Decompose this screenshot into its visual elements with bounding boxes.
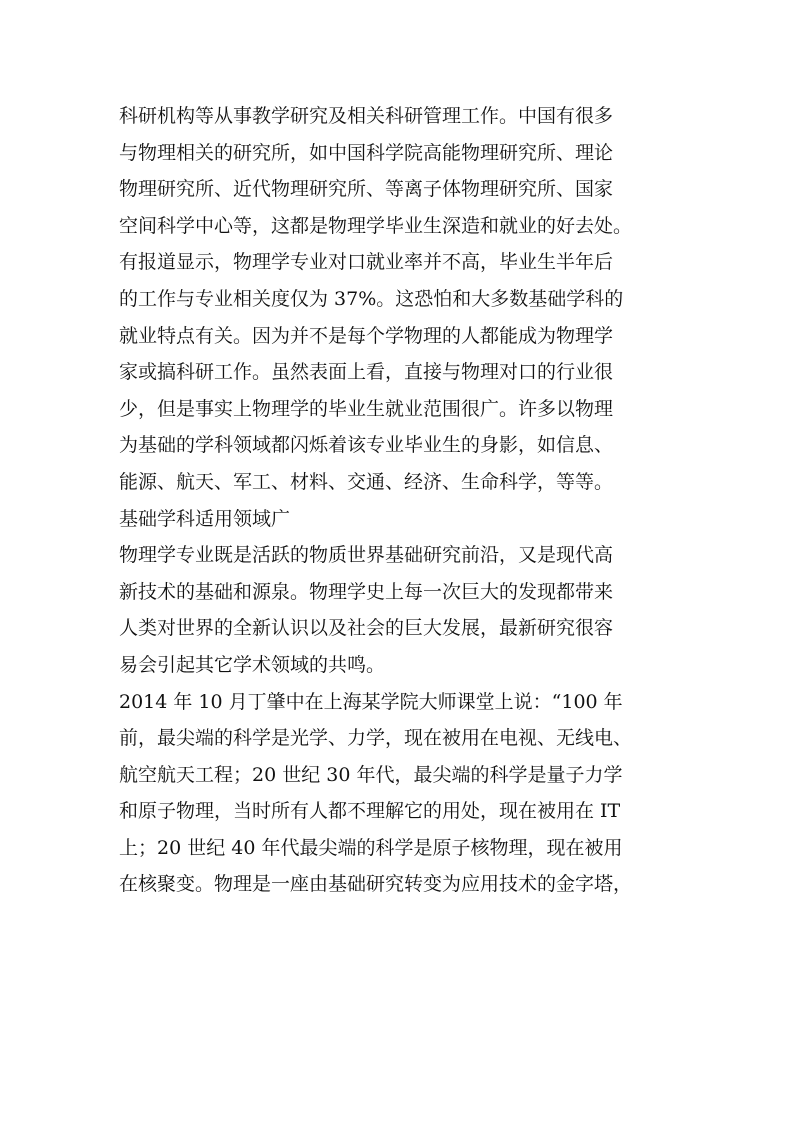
text-line: 上；20 世纪 40 年代最尖端的科学是原子核物理，现在被用 — [119, 836, 623, 859]
text-line: 为基础的学科领域都闪烁着该专业毕业生的身影，如信息、 — [119, 434, 614, 457]
text-line: 人类对世界的全新认识以及社会的巨大发展，最新研究很容 — [119, 617, 614, 640]
text-line: 与物理相关的研究所，如中国科学院高能物理研究所、理论 — [119, 141, 614, 164]
text-line: 就业特点有关。因为并不是每个学物理的人都能成为物理学 — [119, 324, 614, 347]
body-text — [119, 98, 689, 903]
text-line: 有报道显示，物理学专业对口就业率并不高，毕业生半年后 — [119, 251, 614, 274]
text-line: 科研机构等从事教学研究及相关科研管理工作。中国有很多 — [119, 105, 614, 127]
text-line: 的工作与专业相关度仅为 37%。这恐怕和大多数基础学科的 — [119, 287, 624, 310]
text-line: 新技术的基础和源泉。物理学史上每一次巨大的发现都带来 — [119, 580, 614, 603]
text-line: 航空航天工程；20 世纪 30 年代，最尖端的科学是量子力学 — [119, 763, 623, 786]
text-line: 物理学专业既是活跃的物质世界基础研究前沿，又是现代高 — [119, 544, 614, 567]
text-line: 2014 年 10 月丁肇中在上海某学院大师课堂上说：“100 年 — [119, 690, 623, 713]
section-heading: 基础学科适用领域广 — [119, 507, 291, 530]
text-line: 在核聚变。物理是一座由基础研究转变为应用技术的金字塔， — [119, 873, 633, 896]
text-line: 易会引起其它学术领域的共鸣。 — [119, 653, 386, 676]
text-line: 物理研究所、近代物理研究所、等离子体物理研究所、国家 — [119, 178, 614, 201]
text-line: 空间科学中心等，这都是物理学毕业生深造和就业的好去处。 — [119, 214, 633, 237]
text-line: 少，但是事实上物理学的毕业生就业范围很广。许多以物理 — [119, 397, 614, 420]
text-line: 和原子物理，当时所有人都不理解它的用处，现在被用在 IT — [119, 800, 621, 823]
text-line: 前，最尖端的科学是光学、力学，现在被用在电视、无线电、 — [119, 727, 633, 750]
text-line: 能源、航天、军工、材料、交通、经济、生命科学，等等。 — [119, 470, 614, 493]
text-line: 家或搞科研工作。虽然表面上看，直接与物理对口的行业很 — [119, 361, 614, 384]
